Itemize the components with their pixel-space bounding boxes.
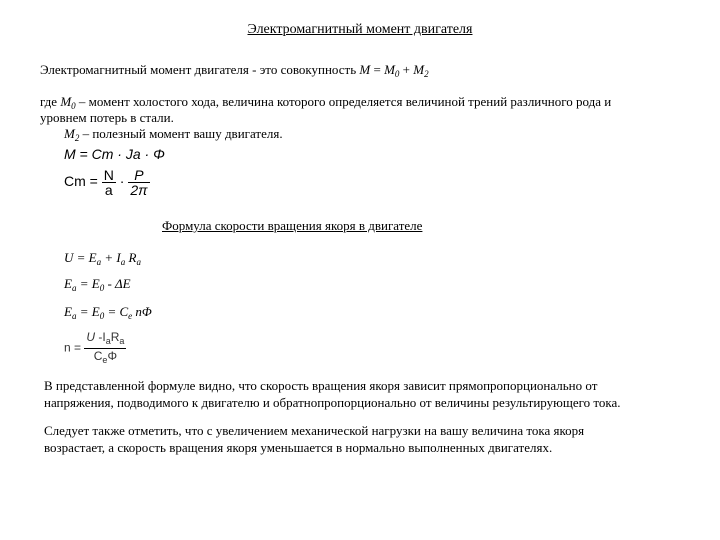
fm-m: M — [64, 146, 76, 162]
fm-eq: = — [75, 146, 92, 162]
eq3-eq: = — [76, 304, 92, 319]
where-m0: M — [60, 94, 72, 109]
where-m2: M — [64, 126, 75, 141]
speed-heading: Формула скорости вращения якоря в двигателе — [162, 218, 423, 233]
eqn-lhs: n = — [64, 340, 85, 355]
eq2-e: E — [64, 276, 72, 291]
eqn-num-r: R — [110, 330, 120, 344]
eq1-plus: + — [101, 250, 117, 265]
eq3-rest: nΦ — [132, 304, 152, 319]
eq3-eq2: = — [104, 304, 120, 319]
where-line-2: уровнем потерь в стали. — [40, 110, 174, 125]
fc-eq: = — [85, 173, 102, 190]
fc-f1-num: N — [103, 167, 114, 183]
where-line1-rest: – момент холостого хода, величина которого определяется величиной трений различного рода и — [75, 94, 612, 109]
eqn-num-i-sub: a — [105, 336, 111, 346]
eq1-i: I — [116, 250, 121, 265]
eqn-num-rest: -I — [95, 330, 106, 344]
eq3-e0-sub: 0 — [99, 311, 105, 321]
equation-emf-diff — [64, 276, 131, 293]
definition-line — [40, 62, 429, 82]
equation-voltage — [64, 250, 141, 267]
fc-f2-den: 2π — [130, 182, 148, 198]
fm-phi: Φ — [153, 146, 165, 162]
fc-lhs: Cm — [64, 173, 86, 190]
formula-m2-sub: 2 — [424, 69, 429, 79]
formula-cm — [64, 168, 150, 197]
paragraph-2-line-1: Следует также отметить, что с увеличением механической нагрузки на вашу величина тока якоря — [44, 423, 585, 438]
eq3-e0: E — [91, 304, 100, 319]
eq2-rest: - ΔE — [104, 276, 131, 291]
eq2-e0-sub: 0 — [99, 283, 105, 293]
formula-moment — [64, 146, 165, 162]
formula-m0-sub: 0 — [394, 69, 400, 79]
eq2-e0: E — [91, 276, 100, 291]
paragraph-2-line-2: возрастает, а скорость вращения якоря уменьшается в нормально выполненных двигателях. — [44, 440, 553, 455]
eq3-e-sub: a — [71, 311, 77, 321]
eq3-e: E — [64, 304, 72, 319]
eqn-frac — [84, 330, 126, 367]
paragraph-1-line-2: напряжения, подводимого к двигателю и обратнопропорционально от величины результирующего тока. — [44, 395, 621, 410]
where-line3-rest: – полезный момент вашу двигателя. — [79, 126, 283, 141]
formula-m0: M — [384, 62, 395, 77]
fc-frac2 — [128, 168, 149, 197]
eq3-c-sub: e — [128, 311, 133, 321]
where-m0-sub: 0 — [71, 101, 76, 111]
eq1-r-sub: a — [136, 257, 141, 267]
formula-eq: = — [370, 62, 385, 77]
page-title-text: Электромагнитный момент двигателя — [247, 22, 473, 37]
where-prefix: где — [40, 94, 61, 109]
eqn-num — [84, 330, 126, 349]
fc-f2-num: P — [128, 168, 149, 183]
paragraph-1-line-1: В представленной формуле видно, что скорость вращения якоря зависит прямопропорционально от — [44, 378, 598, 393]
fc-frac1 — [102, 168, 116, 197]
fc-dot: · — [115, 173, 129, 190]
eqn-den-phi: Φ — [107, 349, 118, 363]
fm-cm: Cm — [91, 146, 114, 162]
eq1-e: E — [88, 250, 97, 265]
eq3-c: C — [119, 304, 129, 319]
formula-m2: M — [413, 62, 425, 77]
eq2-e-sub: a — [71, 283, 77, 293]
fm-ja: Ja — [125, 146, 141, 162]
equation-emf-flux — [64, 304, 152, 321]
eq1-eq: = — [73, 250, 89, 265]
formula-m: M — [359, 62, 371, 77]
eqn-den — [84, 349, 126, 367]
formula-plus: + — [399, 62, 414, 77]
eq1-r: R — [125, 250, 137, 265]
eq1-u: U — [64, 250, 74, 265]
equation-speed — [64, 330, 126, 367]
eq1-e-sub: a — [96, 257, 102, 267]
eqn-den-c-sub: e — [102, 355, 108, 365]
fm-dot1: · — [113, 146, 126, 162]
eqn-den-c: C — [93, 349, 103, 363]
where-line-3 — [64, 126, 283, 146]
definition-text: Электромагнитный момент двигателя - это совокупность — [40, 62, 360, 77]
eqn-num-u: U — [86, 330, 96, 344]
eq2-eq: = — [76, 276, 92, 291]
where-m2-sub: 2 — [74, 133, 80, 143]
eqn-num-r-sub: a — [119, 336, 125, 346]
page-title — [0, 22, 720, 38]
fc-f1-den: a — [104, 182, 113, 198]
fm-dot2: · — [140, 146, 154, 162]
eq1-i-sub: a — [120, 257, 126, 267]
